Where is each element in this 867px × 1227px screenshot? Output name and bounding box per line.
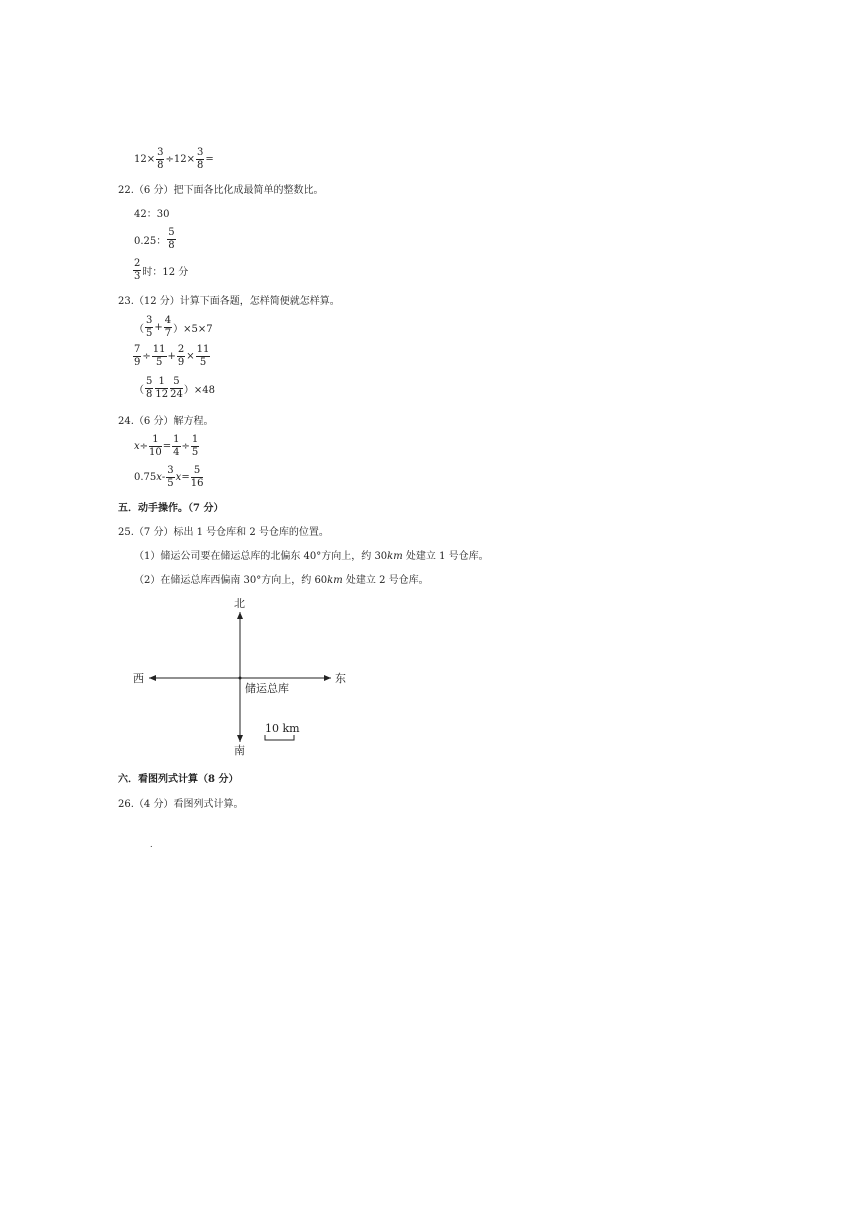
fraction: $\frac{3}{5}$: [146, 315, 153, 339]
section-6-heading: 六．看图列式计算（8 分）: [118, 774, 239, 785]
expr-text: -: [161, 472, 166, 483]
expr-text: （: [134, 385, 144, 396]
fraction: $\frac{1}{10}$: [149, 434, 162, 458]
expr-text: 时：12 分: [142, 267, 189, 278]
fraction: $\frac{5}{24}$: [170, 376, 183, 400]
expr-text: =: [181, 472, 190, 483]
scale-bar: [265, 735, 294, 740]
fraction: $\frac{5}{16}$: [190, 465, 204, 489]
expr-text: =: [162, 441, 172, 452]
fraction: $\frac{1}{4}$: [173, 434, 180, 458]
question-25-title: 25.（7 分）标出 1 号仓库和 2 号仓库的位置。: [118, 527, 329, 538]
expr-text: ）×5×7: [173, 324, 213, 335]
center-label: 储运总库: [245, 682, 289, 695]
fraction: $\frac{5}{8}$: [146, 376, 153, 400]
fraction: $\frac{11}{5}$: [196, 344, 210, 368]
expr-text: ÷: [142, 351, 151, 362]
question-24-title: 24.（6 分）解方程。: [118, 416, 214, 427]
center-point: [239, 677, 242, 680]
fraction: $\frac{7}{9}$: [134, 344, 141, 368]
expr-text: 0.25：: [134, 236, 167, 247]
expr-text: ）×48: [183, 385, 215, 396]
ratio-1: 42：30: [134, 209, 170, 220]
south-label: 南: [234, 744, 245, 757]
expr-text: +: [154, 322, 163, 333]
question-22-title: 22.（6 分）把下面各比化成最简单的整数比。: [118, 185, 324, 196]
expr-text: 处建立 2 号仓库。: [342, 575, 429, 586]
question-23-title: 23.（12 分）计算下面各题，怎样简便就怎样算。: [118, 296, 340, 307]
variable: x: [156, 472, 162, 483]
expr-text: =: [205, 154, 214, 165]
expr-text: 12×: [134, 154, 156, 165]
expr-text: （: [134, 324, 144, 335]
fraction: $\frac{1}{12}$: [155, 376, 169, 400]
east-label: 东: [335, 672, 346, 685]
scale-label: 10 km: [265, 722, 300, 735]
expr-text: +: [167, 351, 176, 362]
fraction: $\frac{11}{5}$: [152, 344, 166, 368]
expr-text: （2）在储运总库西偏南 30°方向上，约 60: [134, 575, 328, 586]
variable: x: [134, 441, 140, 452]
fraction: $\frac{3}{8}$: [196, 147, 204, 171]
variable: x: [175, 472, 182, 483]
stray-mark: .: [150, 840, 153, 849]
fraction: $\frac{3}{8}$: [157, 147, 164, 171]
fraction: $\frac{5}{8}$: [168, 227, 175, 251]
expr-text: 0.75: [134, 472, 157, 483]
expr-text: ÷12×: [165, 154, 195, 165]
fraction: $\frac{4}{7}$: [164, 315, 172, 339]
question-26-title: 26.（4 分）看图列式计算。: [118, 799, 244, 810]
unit: km: [327, 575, 343, 586]
expr-text: ×: [186, 351, 195, 362]
fraction: $\frac{1}{5}$: [191, 434, 199, 458]
fraction: $\frac{2}{3}$: [134, 258, 141, 282]
fraction: $\frac{2}{9}$: [177, 344, 185, 368]
north-label: 北: [234, 597, 245, 610]
west-label: 西: [133, 672, 144, 685]
expr-text: ÷: [139, 441, 149, 452]
expr-text: 处建立 1 号仓库。: [402, 551, 489, 562]
unit: km: [387, 551, 403, 562]
expr-text: ÷: [181, 441, 190, 452]
fraction: $\frac{3}{5}$: [167, 465, 174, 489]
expr-text: （1）储运公司要在储运总库的北偏东 40°方向上，约 30: [134, 551, 388, 562]
section-5-heading: 五．动手操作。（7 分）: [118, 503, 224, 514]
